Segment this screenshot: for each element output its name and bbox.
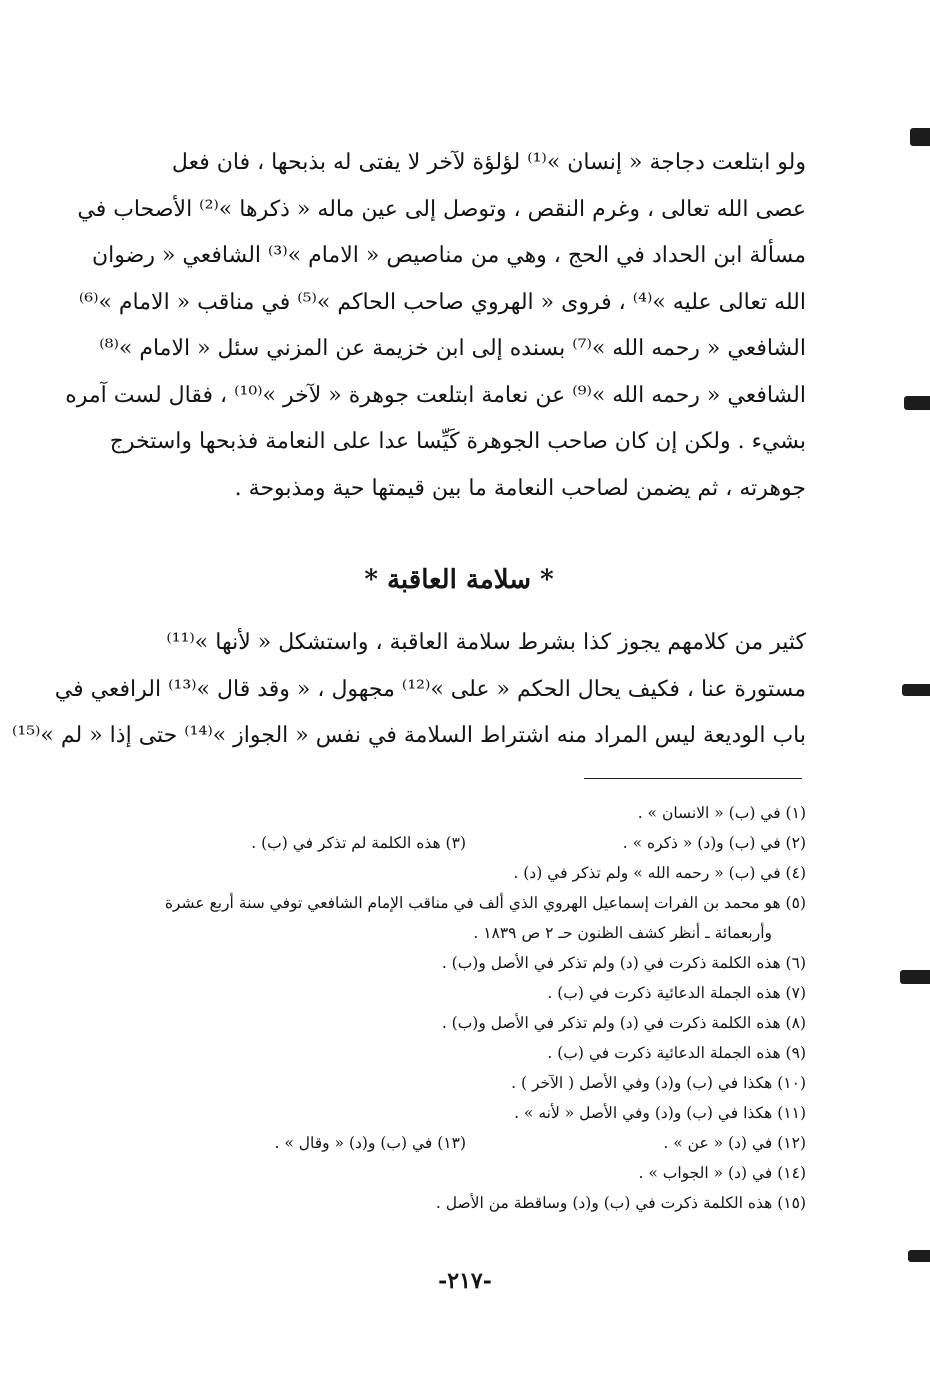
text-line: جوهرته ، ثم يضمن لصاحب النعامة ما بين قيمتها حية ومذبوحة . [234, 475, 806, 501]
footnotes [112, 798, 806, 1218]
footnote-row [112, 1128, 806, 1158]
section-heading: * سلامة العاقبة * [364, 565, 554, 595]
footnote: (١) في (ب) « الانسان » . [637, 804, 806, 822]
scan-edge-mark [908, 1250, 930, 1262]
footnote-separator [584, 778, 802, 779]
footnote: (١٥) هذه الكلمة ذكرت في (ب) و(د) وساقطة من الأصل . [435, 1194, 806, 1212]
text-line: باب الوديعة ليس المراد منه اشتراط السلامة في نفس « الجواز »⁽¹⁴⁾ حتى إذا « لم »⁽¹⁵⁾ [11, 723, 806, 748]
text-line: بشيء . ولكن إن كان صاحب الجوهرة كَيِّسا عدا على النعامة فذبحها واستخرج [109, 429, 806, 454]
text-line: كثير من كلامهم يجوز كذا بشرط سلامة العاقبة ، واستشكل « لأنها »⁽¹¹⁾ [166, 630, 806, 655]
footnote: (٢) في (ب) و(د) « ذكره » . [622, 834, 806, 852]
footnote: (٣) هذه الكلمة لم تذكر في (ب) . [251, 834, 466, 852]
section-paragraph [11, 620, 806, 760]
footnote: (٧) هذه الجملة الدعائية ذكرت في (ب) . [547, 984, 806, 1002]
footnote: (٤) في (ب) « رحمه الله » ولم تذكر في (د) . [513, 864, 806, 882]
footnote: (٨) هذه الكلمة ذكرت في (د) ولم تذكر في الأصل و(ب) . [441, 1014, 806, 1032]
text-line: الشافعي « رحمه الله »⁽⁷⁾ بسنده إلى ابن خزيمة عن المزني سئل « الامام »⁽⁸⁾ [99, 336, 806, 361]
main-paragraph [65, 140, 806, 512]
text-line: الشافعي « رحمه الله »⁽⁹⁾ عن نعامة ابتلعت جوهرة « لآخر »⁽¹⁰⁾ ، فقال لست آمره [65, 382, 806, 408]
text-line: مستورة عنا ، فكيف يحال الحكم « على »⁽¹²⁾ مجهول ، « وقد قال »⁽¹³⁾ الرافعي في [54, 676, 806, 702]
footnote: (٩) هذه الجملة الدعائية ذكرت في (ب) . [547, 1044, 806, 1062]
scan-edge-mark [900, 970, 930, 984]
scan-edge-mark [902, 684, 930, 696]
footnote: (١١) هكذا في (ب) و(د) وفي الأصل « لأنه » . [514, 1104, 806, 1122]
page-number: -٢١٧- [438, 1268, 492, 1294]
footnote: (١٣) في (ب) و(د) « وقال » . [274, 1134, 466, 1152]
text-line: ولو ابتلعت دجاجة « إنسان »⁽¹⁾ لؤلؤة لآخر لا يفتى له بذبحها ، فان فعل [171, 150, 806, 175]
section-safety-of-outcome [11, 552, 806, 760]
footnote: (٥) هو محمد بن الفرات إسماعيل الهروي الذي ألف في مناقب الإمام الشافعي توفي سنة أربع عشرة [164, 894, 806, 912]
text-line: الله تعالى عليه »⁽⁴⁾ ، فروى « الهروي صاحب الحاكم »⁽⁵⁾ في مناقب « الامام »⁽⁶⁾ [78, 289, 806, 315]
scan-edge-mark [904, 396, 930, 410]
footnote: (١٠) هكذا في (ب) و(د) وفي الأصل ( الآخر ) . [511, 1074, 806, 1092]
footnote: (٦) هذه الكلمة ذكرت في (د) ولم تذكر في الأصل و(ب) . [441, 954, 806, 972]
footnote-continuation: وأربعمائة ـ أنظر كشف الظنون حـ ٢ ص ١٨٣٩ . [473, 924, 772, 942]
text-line: مسألة ابن الحداد في الحج ، وهي من مناصيص « الامام »⁽³⁾ الشافعي « رضوان [92, 243, 806, 268]
scan-edge-mark [910, 128, 930, 146]
footnote: (١٤) في (د) « الجواب » . [638, 1164, 806, 1182]
footnote-row [112, 828, 806, 858]
footnote: (١٢) في (د) « عن » . [663, 1134, 806, 1152]
text-line: عصى الله تعالى ، وغرم النقص ، وتوصل إلى عين ماله « ذكرها »⁽²⁾ الأصحاب في [77, 196, 806, 222]
